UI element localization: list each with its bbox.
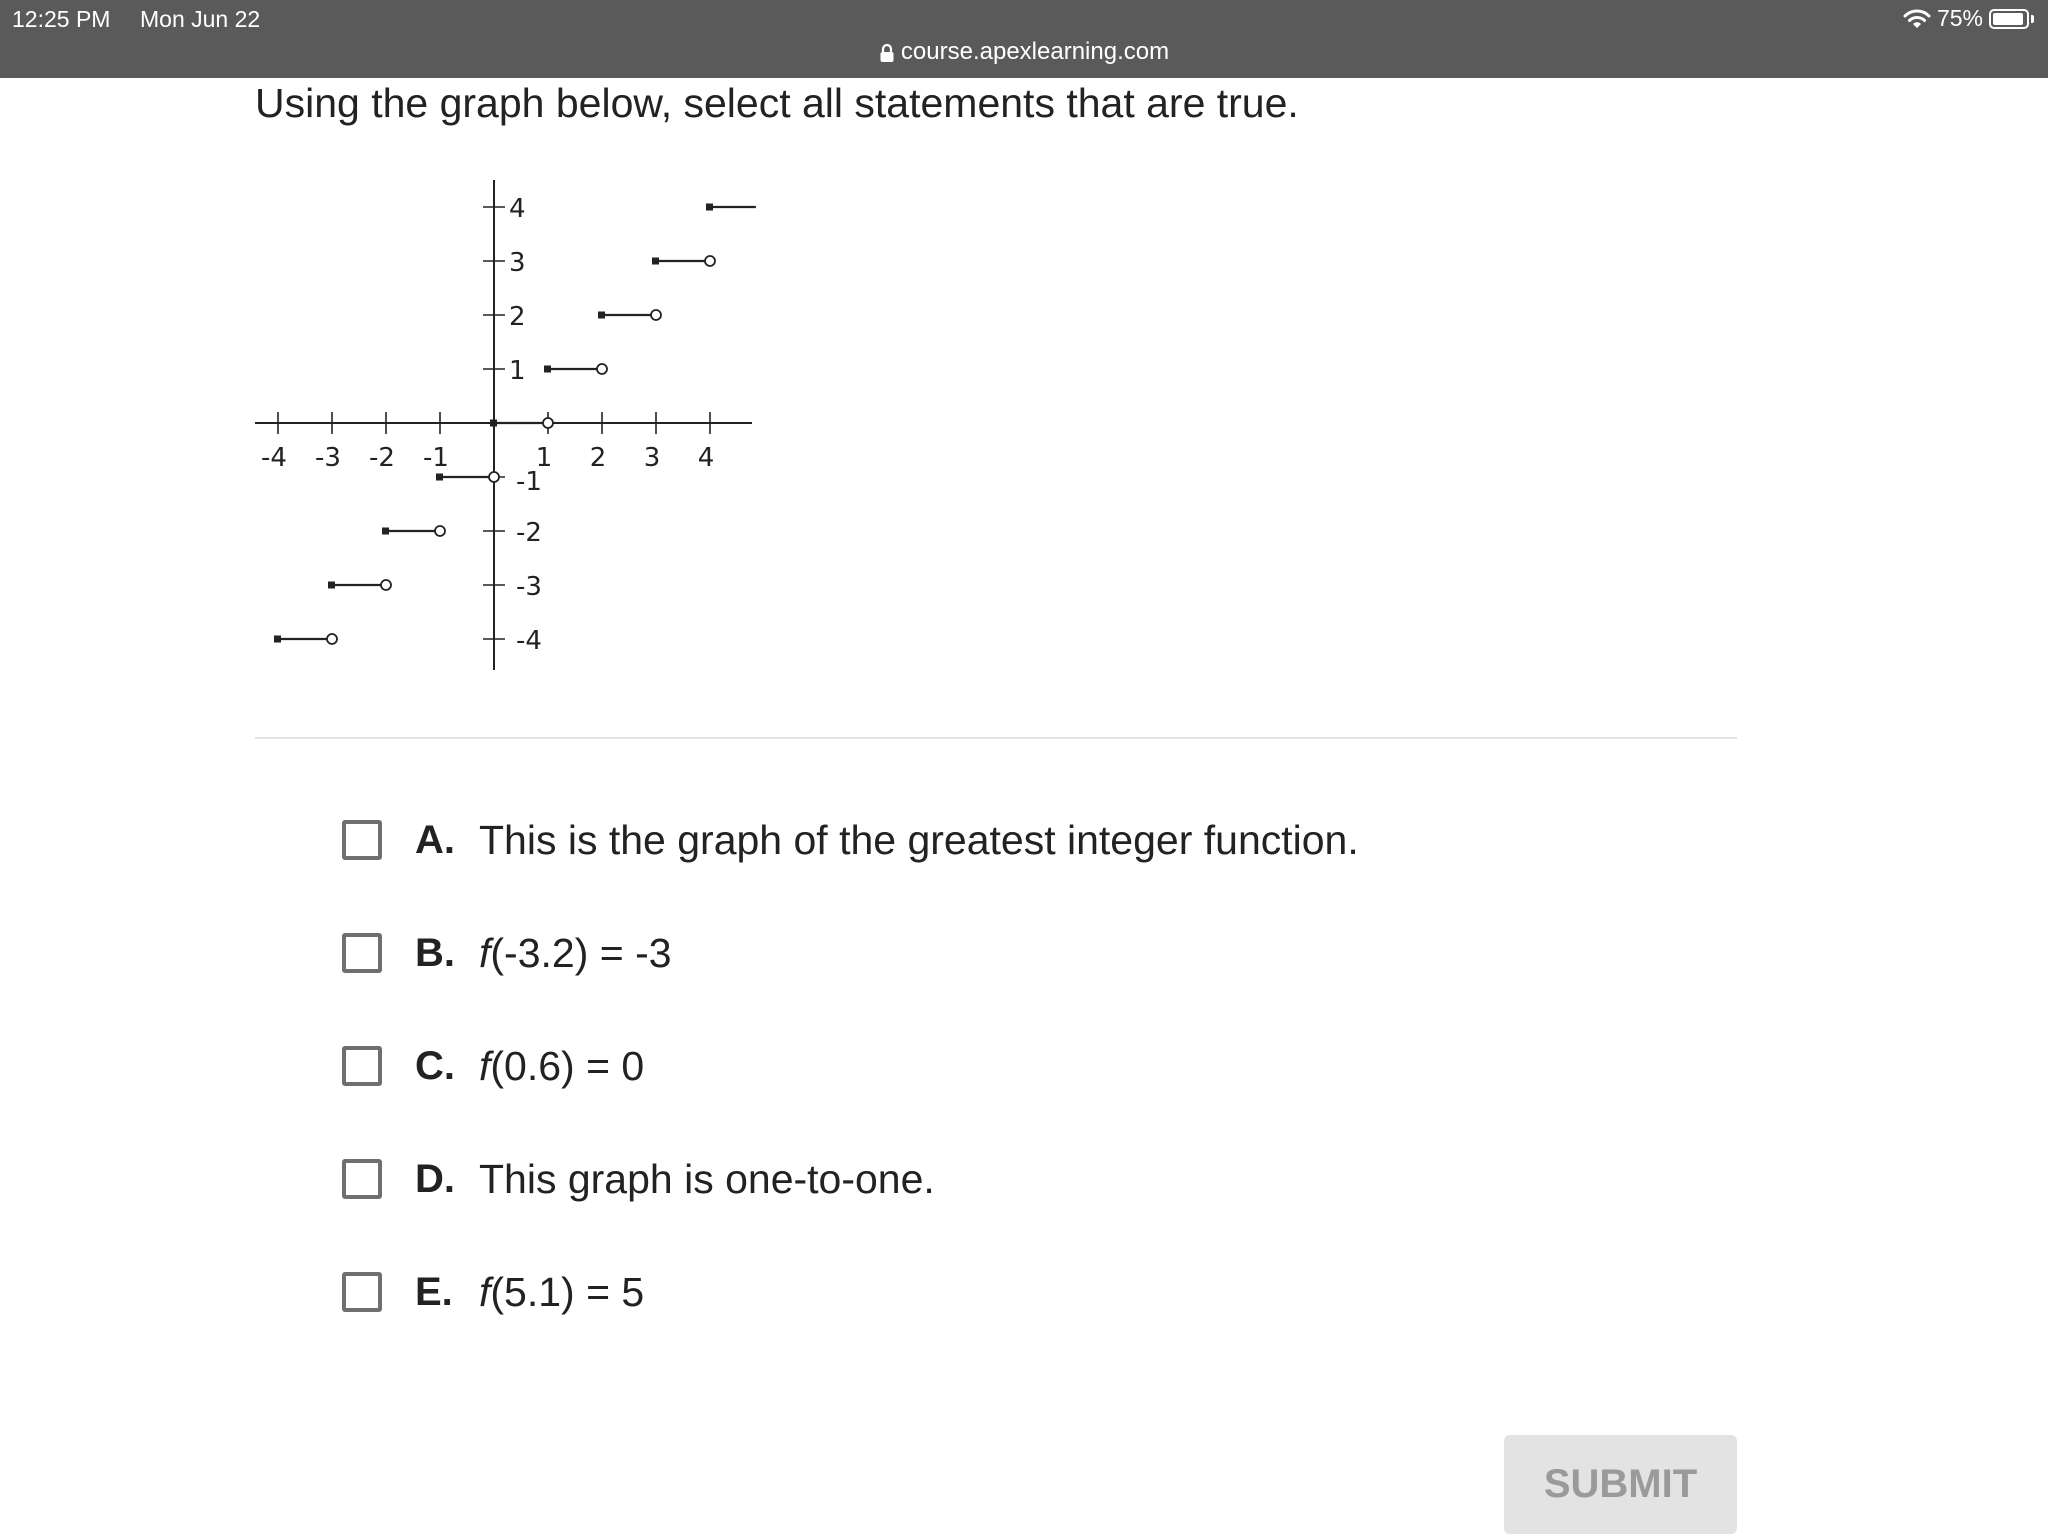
y-tick-label: 1	[509, 356, 526, 386]
x-tick-label: 2	[589, 443, 607, 473]
function-name: f	[479, 929, 491, 976]
y-tick-label: 2	[509, 302, 526, 332]
x-tick-label: 1	[535, 443, 553, 473]
status-time: 12:25 PM	[12, 6, 111, 32]
checkbox[interactable]	[342, 820, 382, 860]
option-statement: (5.1) = 5	[490, 1268, 645, 1315]
battery-tip	[2031, 15, 2034, 23]
option-statement: (-3.2) = -3	[490, 929, 672, 976]
option-c[interactable]	[342, 1036, 644, 1096]
url-text: course.apexlearning.com	[900, 38, 1170, 65]
option-letter: D.	[415, 1156, 455, 1201]
closed-endpoint	[490, 420, 497, 427]
option-d[interactable]	[342, 1149, 935, 1209]
lock-icon	[879, 43, 895, 63]
option-text	[479, 1156, 935, 1203]
checkbox[interactable]	[342, 1046, 382, 1086]
question-prompt: Using the graph below, select all statements that are true.	[255, 80, 1299, 126]
function-name: f	[479, 1042, 491, 1089]
y-tick-label: -3	[516, 572, 542, 602]
closed-endpoint	[598, 312, 605, 319]
battery-percent: 75%	[1936, 5, 1983, 31]
option-letter: A.	[415, 817, 455, 862]
open-endpoint	[651, 310, 661, 320]
submit-button[interactable]: SUBMIT	[1504, 1435, 1737, 1534]
option-text	[479, 1043, 644, 1090]
option-e[interactable]	[342, 1262, 644, 1322]
option-letter: B.	[415, 930, 455, 975]
x-tick-label: -4	[261, 443, 287, 473]
closed-endpoint	[652, 258, 659, 265]
status-indicators	[1903, 5, 2034, 32]
option-letter: E.	[415, 1269, 453, 1314]
option-a[interactable]	[342, 810, 1359, 870]
wifi-icon	[1903, 8, 1931, 30]
y-tick-label: 4	[509, 194, 526, 224]
open-endpoint	[543, 418, 553, 428]
x-tick-label: -1	[423, 443, 449, 473]
checkbox[interactable]	[342, 1159, 382, 1199]
status-date: Mon Jun 22	[140, 6, 261, 32]
checkbox[interactable]	[342, 1272, 382, 1312]
open-endpoint	[597, 364, 607, 374]
open-endpoint	[489, 472, 499, 482]
y-tick-label: -4	[516, 626, 542, 656]
checkbox[interactable]	[342, 933, 382, 973]
closed-endpoint	[382, 528, 389, 535]
status-bar	[0, 0, 2048, 78]
divider	[255, 737, 1737, 739]
option-statement: (0.6) = 0	[490, 1042, 645, 1089]
y-tick-label: -1	[516, 467, 542, 497]
y-tick-label: -2	[516, 518, 542, 548]
x-tick-label: -3	[315, 443, 341, 473]
option-text	[479, 1269, 644, 1316]
closed-endpoint	[706, 204, 713, 211]
option-text	[479, 930, 672, 977]
open-endpoint	[327, 634, 337, 644]
step-function-graph	[250, 175, 770, 675]
open-endpoint	[381, 580, 391, 590]
option-b[interactable]	[342, 923, 672, 983]
closed-endpoint	[436, 474, 443, 481]
option-statement: This is the graph of the greatest integer function.	[479, 816, 1359, 863]
function-name: f	[479, 1268, 491, 1315]
y-tick-label: 3	[509, 248, 526, 278]
option-letter: C.	[415, 1043, 455, 1088]
url-bar[interactable]	[0, 38, 2048, 66]
option-text	[479, 817, 1359, 864]
closed-endpoint	[274, 636, 281, 643]
closed-endpoint	[328, 582, 335, 589]
closed-endpoint	[544, 366, 551, 373]
x-tick-label: 3	[643, 443, 661, 473]
open-endpoint	[705, 256, 715, 266]
battery-icon	[1989, 9, 2029, 29]
option-statement: This graph is one-to-one.	[479, 1155, 935, 1202]
x-tick-label: 4	[697, 443, 715, 473]
x-tick-label: -2	[369, 443, 395, 473]
open-endpoint	[435, 526, 445, 536]
